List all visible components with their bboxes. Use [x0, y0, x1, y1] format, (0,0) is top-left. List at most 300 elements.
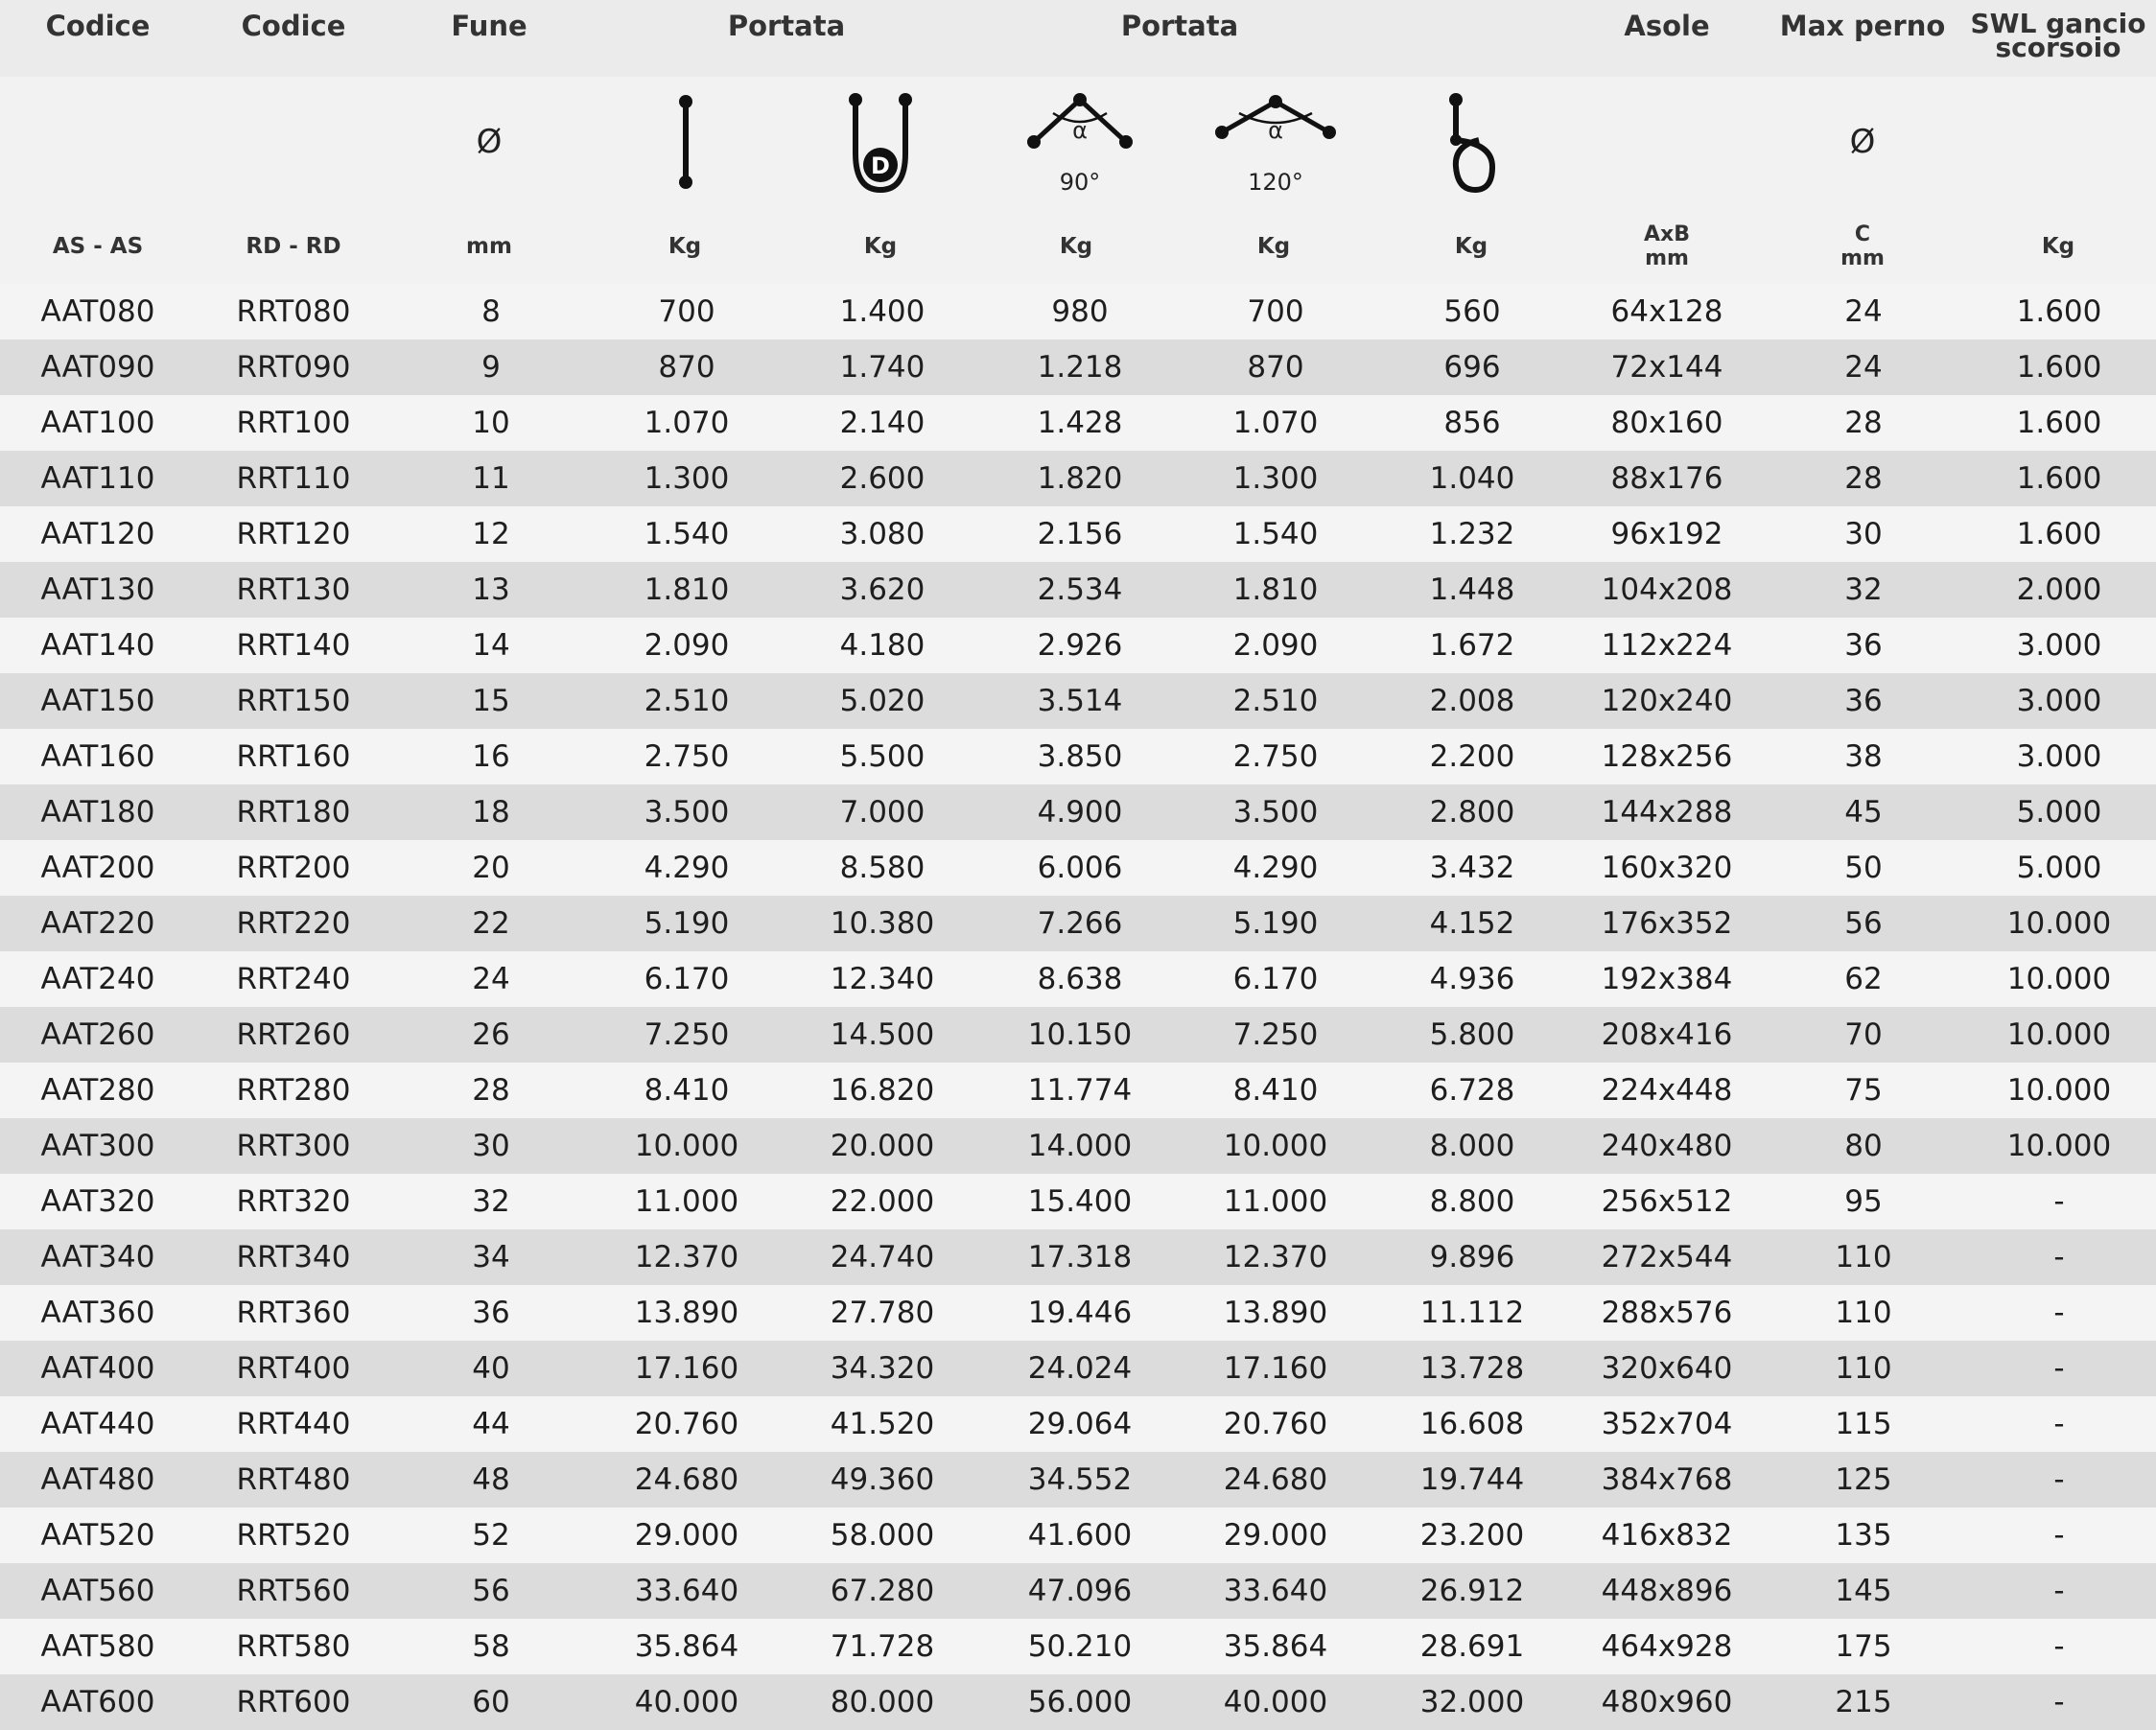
cell-code-rd: RRT360 — [236, 1296, 351, 1330]
cell-angle120: 700 — [1247, 294, 1304, 329]
cell-basket: 10.380 — [830, 906, 935, 941]
basket-letter: D — [871, 152, 890, 179]
cell-straight: 5.190 — [644, 906, 730, 941]
cell-code-as: AAT110 — [40, 461, 155, 496]
unit-perno-line1: C — [1854, 222, 1871, 246]
cell-asole: 352x704 — [1601, 1407, 1733, 1441]
table-row — [0, 729, 2156, 784]
cell-swl: - — [2053, 1296, 2065, 1330]
cell-choke: 5.800 — [1429, 1017, 1515, 1052]
cell-angle120: 2.090 — [1232, 628, 1319, 663]
cell-choke: 9.896 — [1429, 1240, 1515, 1274]
perno-diameter-symbol: Ø — [1849, 123, 1876, 161]
cell-swl: 10.000 — [2006, 906, 2112, 941]
cell-swl: - — [2053, 1240, 2065, 1274]
table-row — [0, 1396, 2156, 1452]
cell-code-rd: RRT200 — [236, 851, 351, 885]
cell-straight: 8.410 — [644, 1073, 730, 1108]
cell-angle90: 56.000 — [1027, 1685, 1133, 1719]
table-row — [0, 896, 2156, 951]
cell-perno: 38 — [1844, 739, 1883, 774]
angle-120-sling-icon — [1210, 88, 1341, 199]
cell-asole: 288x576 — [1601, 1296, 1733, 1330]
cell-fune: 16 — [472, 739, 510, 774]
cell-perno: 28 — [1844, 461, 1883, 496]
table-row — [0, 673, 2156, 729]
cell-code-rd: RRT180 — [236, 795, 351, 830]
cell-code-rd: RRT340 — [236, 1240, 351, 1274]
cell-choke: 560 — [1443, 294, 1501, 329]
cell-angle90: 15.400 — [1027, 1184, 1133, 1219]
cell-basket: 16.820 — [830, 1073, 935, 1108]
cell-fune: 15 — [472, 684, 510, 718]
header-swl-line2: scorsoio — [1995, 32, 2121, 63]
cell-straight: 4.290 — [644, 851, 730, 885]
cell-code-rd: RRT320 — [236, 1184, 351, 1219]
table-row — [0, 1063, 2156, 1118]
cell-perno: 125 — [1835, 1462, 1892, 1497]
cell-code-as: AAT280 — [40, 1073, 155, 1108]
cell-choke: 1.232 — [1429, 517, 1515, 551]
cell-asole: 240x480 — [1601, 1129, 1733, 1163]
cell-code-as: AAT220 — [40, 906, 155, 941]
cell-swl: - — [2053, 1574, 2065, 1608]
cell-code-as: AAT480 — [40, 1462, 155, 1497]
table-row — [0, 618, 2156, 673]
cell-fune: 30 — [472, 1129, 510, 1163]
cell-angle120: 11.000 — [1223, 1184, 1328, 1219]
cell-fune: 32 — [472, 1184, 510, 1219]
table-row — [0, 339, 2156, 395]
alpha-symbol-90: α — [1072, 117, 1088, 144]
header-asole: Asole — [1624, 10, 1710, 42]
cell-asole: 64x128 — [1610, 294, 1723, 329]
cell-asole: 120x240 — [1601, 684, 1733, 718]
cell-straight: 1.810 — [644, 573, 730, 607]
cell-straight: 3.500 — [644, 795, 730, 830]
cell-choke: 6.728 — [1429, 1073, 1515, 1108]
cell-angle90: 3.850 — [1037, 739, 1123, 774]
cell-straight: 870 — [658, 350, 715, 385]
cell-choke: 1.448 — [1429, 573, 1515, 607]
cell-angle120: 24.680 — [1223, 1462, 1328, 1497]
cell-choke: 1.040 — [1429, 461, 1515, 496]
header-codice-as: Codice — [45, 10, 151, 42]
cell-angle120: 1.070 — [1232, 406, 1319, 440]
cell-straight: 40.000 — [634, 1685, 739, 1719]
cell-basket: 7.000 — [839, 795, 926, 830]
cell-swl: 1.600 — [2016, 350, 2102, 385]
cell-code-as: AAT320 — [40, 1184, 155, 1219]
cell-straight: 7.250 — [644, 1017, 730, 1052]
cell-basket: 71.728 — [830, 1629, 935, 1664]
cell-basket: 24.740 — [830, 1240, 935, 1274]
cell-choke: 32.000 — [1419, 1685, 1525, 1719]
cell-fune: 20 — [472, 851, 510, 885]
cell-asole: 160x320 — [1601, 851, 1733, 885]
cell-asole: 112x224 — [1601, 628, 1733, 663]
cell-straight: 1.070 — [644, 406, 730, 440]
cell-choke: 856 — [1443, 406, 1501, 440]
cell-fune: 8 — [481, 294, 501, 329]
cell-straight: 1.300 — [644, 461, 730, 496]
cell-basket: 4.180 — [839, 628, 926, 663]
cell-angle90: 29.064 — [1027, 1407, 1133, 1441]
cell-perno: 110 — [1835, 1240, 1892, 1274]
unit-codice-rd: RD - RD — [246, 234, 341, 259]
cell-code-rd: RRT160 — [236, 739, 351, 774]
cell-code-as: AAT440 — [40, 1407, 155, 1441]
cell-choke: 8.000 — [1429, 1129, 1515, 1163]
cell-code-rd: RRT100 — [236, 406, 351, 440]
cell-code-rd: RRT600 — [236, 1685, 351, 1719]
cell-asole: 464x928 — [1601, 1629, 1733, 1664]
cell-basket: 27.780 — [830, 1296, 935, 1330]
cell-angle120: 20.760 — [1223, 1407, 1328, 1441]
unit-asole-line1: AxB — [1644, 222, 1690, 246]
cell-angle120: 10.000 — [1223, 1129, 1328, 1163]
cell-angle120: 3.500 — [1232, 795, 1319, 830]
cell-basket: 2.600 — [839, 461, 926, 496]
cell-fune: 52 — [472, 1518, 510, 1553]
cell-angle90: 19.446 — [1027, 1296, 1133, 1330]
cell-angle120: 2.510 — [1232, 684, 1319, 718]
cell-angle90: 11.774 — [1027, 1073, 1133, 1108]
cell-asole: 272x544 — [1601, 1240, 1733, 1274]
cell-fune: 12 — [472, 517, 510, 551]
cell-angle90: 980 — [1051, 294, 1109, 329]
cell-angle120: 1.300 — [1232, 461, 1319, 496]
cell-straight: 2.750 — [644, 739, 730, 774]
table-row — [0, 1007, 2156, 1063]
cell-basket: 58.000 — [830, 1518, 935, 1553]
table-row — [0, 1174, 2156, 1229]
cell-code-as: AAT200 — [40, 851, 155, 885]
cell-choke: 13.728 — [1419, 1351, 1525, 1386]
cell-perno: 36 — [1844, 684, 1883, 718]
cell-code-rd: RRT240 — [236, 962, 351, 996]
cell-choke: 4.936 — [1429, 962, 1515, 996]
cell-perno: 28 — [1844, 406, 1883, 440]
cell-choke: 16.608 — [1419, 1407, 1525, 1441]
unit-basket: Kg — [863, 234, 898, 259]
cell-code-rd: RRT400 — [236, 1351, 351, 1386]
table-row — [0, 1452, 2156, 1508]
cell-code-as: AAT120 — [40, 517, 155, 551]
cell-code-rd: RRT140 — [236, 628, 351, 663]
cell-choke: 2.800 — [1429, 795, 1515, 830]
cell-angle120: 12.370 — [1223, 1240, 1328, 1274]
cell-code-as: AAT080 — [40, 294, 155, 329]
cell-swl: - — [2053, 1462, 2065, 1497]
cell-perno: 110 — [1835, 1351, 1892, 1386]
cell-asole: 192x384 — [1601, 962, 1733, 996]
cell-code-rd: RRT480 — [236, 1462, 351, 1497]
cell-choke: 8.800 — [1429, 1184, 1515, 1219]
cell-choke: 26.912 — [1419, 1574, 1525, 1608]
unit-choke: Kg — [1454, 234, 1488, 259]
unit-codice-as: AS - AS — [52, 234, 144, 259]
cell-angle90: 24.024 — [1027, 1351, 1133, 1386]
cell-straight: 10.000 — [634, 1129, 739, 1163]
cell-perno: 50 — [1844, 851, 1883, 885]
angle-90-label: 90° — [1059, 169, 1101, 196]
cell-choke: 2.008 — [1429, 684, 1515, 718]
alpha-symbol-120: α — [1268, 117, 1283, 144]
cell-code-rd: RRT090 — [236, 350, 351, 385]
cell-perno: 32 — [1844, 573, 1883, 607]
cell-angle90: 2.534 — [1037, 573, 1123, 607]
table-row — [0, 1118, 2156, 1174]
cell-perno: 95 — [1844, 1184, 1883, 1219]
cell-asole: 128x256 — [1601, 739, 1733, 774]
cell-straight: 2.090 — [644, 628, 730, 663]
cell-basket: 14.500 — [830, 1017, 935, 1052]
cell-straight: 33.640 — [634, 1574, 739, 1608]
cell-angle120: 17.160 — [1223, 1351, 1328, 1386]
cell-fune: 58 — [472, 1629, 510, 1664]
cell-perno: 110 — [1835, 1296, 1892, 1330]
cell-perno: 24 — [1844, 294, 1883, 329]
cell-angle120: 1.810 — [1232, 573, 1319, 607]
unit-swl: Kg — [2041, 234, 2075, 259]
cell-fune: 28 — [472, 1073, 510, 1108]
cell-basket: 12.340 — [830, 962, 935, 996]
cell-code-as: AAT240 — [40, 962, 155, 996]
cell-angle90: 47.096 — [1027, 1574, 1133, 1608]
cell-perno: 75 — [1844, 1073, 1883, 1108]
cell-fune: 44 — [472, 1407, 510, 1441]
cell-straight: 12.370 — [634, 1240, 739, 1274]
cell-swl: 1.600 — [2016, 406, 2102, 440]
unit-straight: Kg — [668, 234, 702, 259]
cell-fune: 24 — [472, 962, 510, 996]
cell-fune: 13 — [472, 573, 510, 607]
cell-straight: 1.540 — [644, 517, 730, 551]
cell-angle120: 870 — [1247, 350, 1304, 385]
cell-asole: 72x144 — [1610, 350, 1723, 385]
cell-straight: 17.160 — [634, 1351, 739, 1386]
cell-code-as: AAT260 — [40, 1017, 155, 1052]
cell-perno: 56 — [1844, 906, 1883, 941]
cell-asole: 224x448 — [1601, 1073, 1733, 1108]
table-row — [0, 451, 2156, 506]
cell-choke: 11.112 — [1419, 1296, 1525, 1330]
cell-angle120: 5.190 — [1232, 906, 1319, 941]
cell-swl: 10.000 — [2006, 1017, 2112, 1052]
header-swl-line1: SWL gancio — [1970, 8, 2146, 39]
cell-code-rd: RRT120 — [236, 517, 351, 551]
cell-angle90: 10.150 — [1027, 1017, 1133, 1052]
cell-angle90: 17.318 — [1027, 1240, 1133, 1274]
cell-fune: 56 — [472, 1574, 510, 1608]
cell-angle90: 34.552 — [1027, 1462, 1133, 1497]
table-row — [0, 1341, 2156, 1396]
cell-angle120: 33.640 — [1223, 1574, 1328, 1608]
cell-choke: 19.744 — [1419, 1462, 1525, 1497]
cell-swl: 2.000 — [2016, 573, 2102, 607]
basket-sling-icon — [844, 90, 917, 198]
cell-basket: 8.580 — [839, 851, 926, 885]
cell-straight: 20.760 — [634, 1407, 739, 1441]
cell-choke: 4.152 — [1429, 906, 1515, 941]
cell-angle120: 4.290 — [1232, 851, 1319, 885]
cell-code-as: AAT600 — [40, 1685, 155, 1719]
cell-perno: 45 — [1844, 795, 1883, 830]
cell-fune: 36 — [472, 1296, 510, 1330]
cell-perno: 175 — [1835, 1629, 1892, 1664]
table-row — [0, 1674, 2156, 1730]
cell-basket: 41.520 — [830, 1407, 935, 1441]
table-row — [0, 1229, 2156, 1285]
table-row — [0, 1563, 2156, 1619]
cell-angle90: 1.428 — [1037, 406, 1123, 440]
cell-straight: 13.890 — [634, 1296, 739, 1330]
cell-code-rd: RRT440 — [236, 1407, 351, 1441]
cell-angle90: 6.006 — [1037, 851, 1123, 885]
cell-perno: 215 — [1835, 1685, 1892, 1719]
cell-fune: 22 — [472, 906, 510, 941]
cell-code-rd: RRT580 — [236, 1629, 351, 1664]
unit-asole-line2: mm — [1645, 246, 1689, 270]
cell-basket: 2.140 — [839, 406, 926, 440]
cell-choke: 28.691 — [1419, 1629, 1525, 1664]
cell-swl: 1.600 — [2016, 517, 2102, 551]
cell-angle120: 40.000 — [1223, 1685, 1328, 1719]
cell-asole: 104x208 — [1601, 573, 1733, 607]
cell-angle120: 13.890 — [1223, 1296, 1328, 1330]
cell-code-as: AAT400 — [40, 1351, 155, 1386]
cell-straight: 35.864 — [634, 1629, 739, 1664]
cell-angle90: 2.926 — [1037, 628, 1123, 663]
cell-code-rd: RRT560 — [236, 1574, 351, 1608]
table-row — [0, 1619, 2156, 1674]
cell-swl: 1.600 — [2016, 461, 2102, 496]
cell-fune: 11 — [472, 461, 510, 496]
cell-asole: 96x192 — [1610, 517, 1723, 551]
cell-swl: - — [2053, 1351, 2065, 1386]
cell-code-rd: RRT220 — [236, 906, 351, 941]
cell-code-as: AAT580 — [40, 1629, 155, 1664]
unit-angle120: Kg — [1256, 234, 1291, 259]
cell-asole: 448x896 — [1601, 1574, 1733, 1608]
cell-asole: 144x288 — [1601, 795, 1733, 830]
cell-basket: 34.320 — [830, 1351, 935, 1386]
cell-asole: 384x768 — [1601, 1462, 1733, 1497]
cell-perno: 145 — [1835, 1574, 1892, 1608]
cell-fune: 40 — [472, 1351, 510, 1386]
cell-code-as: AAT130 — [40, 573, 155, 607]
cell-code-as: AAT100 — [40, 406, 155, 440]
cell-angle120: 29.000 — [1223, 1518, 1328, 1553]
cell-code-as: AAT140 — [40, 628, 155, 663]
unit-perno-line2: mm — [1840, 246, 1885, 270]
cell-basket: 5.020 — [839, 684, 926, 718]
cell-angle90: 14.000 — [1027, 1129, 1133, 1163]
cell-basket: 49.360 — [830, 1462, 935, 1497]
cell-perno: 30 — [1844, 517, 1883, 551]
header-portata-2: Portata — [1120, 10, 1239, 42]
cell-asole: 80x160 — [1610, 406, 1723, 440]
cell-asole: 256x512 — [1601, 1184, 1733, 1219]
cell-perno: 24 — [1844, 350, 1883, 385]
cell-angle120: 35.864 — [1223, 1629, 1328, 1664]
cell-straight: 2.510 — [644, 684, 730, 718]
cell-swl: 3.000 — [2016, 684, 2102, 718]
cell-code-rd: RRT300 — [236, 1129, 351, 1163]
angle-120-label: 120° — [1248, 169, 1303, 196]
cell-code-rd: RRT150 — [236, 684, 351, 718]
choke-hitch-icon — [1435, 90, 1508, 198]
cell-swl: 10.000 — [2006, 962, 2112, 996]
cell-fune: 18 — [472, 795, 510, 830]
cell-asole: 480x960 — [1601, 1685, 1733, 1719]
cell-straight: 24.680 — [634, 1462, 739, 1497]
cell-straight: 700 — [658, 294, 715, 329]
cell-angle90: 7.266 — [1037, 906, 1123, 941]
table-row — [0, 951, 2156, 1007]
unit-fune: mm — [466, 234, 512, 259]
cell-basket: 1.740 — [839, 350, 926, 385]
cell-basket: 67.280 — [830, 1574, 935, 1608]
cell-straight: 11.000 — [634, 1184, 739, 1219]
cell-angle90: 1.218 — [1037, 350, 1123, 385]
cell-perno: 135 — [1835, 1518, 1892, 1553]
angle-90-sling-icon — [1020, 88, 1139, 199]
cell-code-rd: RRT110 — [236, 461, 351, 496]
cell-fune: 9 — [481, 350, 501, 385]
table-row — [0, 840, 2156, 896]
cell-perno: 36 — [1844, 628, 1883, 663]
cell-code-as: AAT160 — [40, 739, 155, 774]
cell-angle90: 8.638 — [1037, 962, 1123, 996]
unit-angle90: Kg — [1059, 234, 1093, 259]
header-swl — [1960, 8, 2156, 63]
cell-angle120: 2.750 — [1232, 739, 1319, 774]
header-codice-rd: Codice — [241, 10, 346, 42]
cell-asole: 208x416 — [1601, 1017, 1733, 1052]
unit-asole — [1569, 222, 1765, 270]
cell-angle90: 50.210 — [1027, 1629, 1133, 1664]
cell-angle120: 1.540 — [1232, 517, 1319, 551]
cell-swl: 3.000 — [2016, 739, 2102, 774]
cell-code-as: AAT360 — [40, 1296, 155, 1330]
unit-perno — [1765, 222, 1960, 270]
cell-swl: - — [2053, 1518, 2065, 1553]
cell-code-rd: RRT080 — [236, 294, 351, 329]
cell-perno: 80 — [1844, 1129, 1883, 1163]
cell-swl: 5.000 — [2016, 795, 2102, 830]
cell-asole: 88x176 — [1610, 461, 1723, 496]
cell-code-as: AAT300 — [40, 1129, 155, 1163]
table-row — [0, 562, 2156, 618]
table-row — [0, 284, 2156, 339]
cell-basket: 80.000 — [830, 1685, 935, 1719]
cell-angle120: 7.250 — [1232, 1017, 1319, 1052]
cell-code-as: AAT180 — [40, 795, 155, 830]
cell-basket: 3.620 — [839, 573, 926, 607]
cell-basket: 22.000 — [830, 1184, 935, 1219]
cell-choke: 2.200 — [1429, 739, 1515, 774]
cell-choke: 1.672 — [1429, 628, 1515, 663]
cell-choke: 696 — [1443, 350, 1501, 385]
cell-angle90: 41.600 — [1027, 1518, 1133, 1553]
cell-fune: 60 — [472, 1685, 510, 1719]
cell-perno: 115 — [1835, 1407, 1892, 1441]
table-row — [0, 784, 2156, 840]
cell-basket: 3.080 — [839, 517, 926, 551]
cell-swl: - — [2053, 1629, 2065, 1664]
